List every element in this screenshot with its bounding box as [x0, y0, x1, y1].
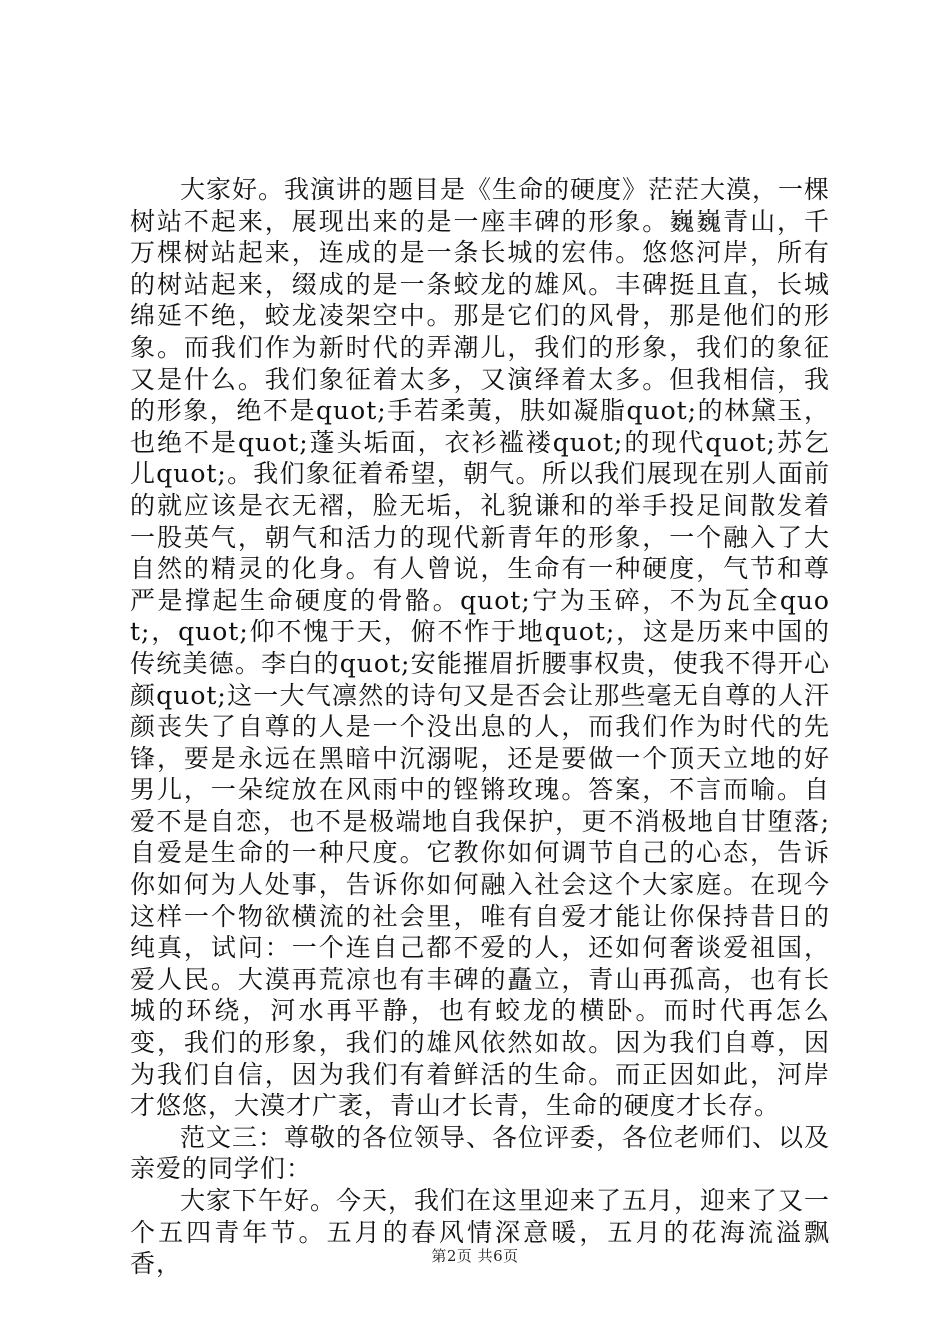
- page-number-footer: 第2页 共6页: [431, 1247, 519, 1265]
- paragraph-sample-three-heading: 范文三：尊敬的各位领导、各位评委，各位老师们、以及亲爱的同学们：: [130, 1122, 831, 1184]
- body-text: [130, 174, 830, 1280]
- paragraph-greeting: 大家下午好。今天，我们在这里迎来了五月，迎来了又一个五四青年节。五月的春风情深意暖，五月的花海流溢飘香，: [130, 1186, 831, 1279]
- paragraph-speech: 大家好。我演讲的题目是《生命的硬度》茫茫大漠，一棵树站不起来，展现出来的是一座丰碑的形象。巍巍青山，千万棵树站起来，连成的是一条长城的宏伟。悠悠河岸，所有的树站起来，缀成的是一条蛟龙的雄风。丰碑挺且直，长城绵延不绝，蛟龙凌架空中。那是它们的风骨，那是他们的形象。而我们作为新时代的弄潮儿，我们的形象，我们的象征又是什么。我们象征着太多，又演绎着太多。但我相信，我的形象，绝不是quot;手若柔荑，肤如凝脂quot;的林黛玉，也绝不是quot;蓬头垢面，衣衫褴褛quot;的现代quot;苏乞儿quot;。我们象征着希望，朝气。所以我们展现在别人面前的就应该是衣无褶，脸无垢，礼貌谦和的举手投足间散发着一股英气，朝气和活力的现代新青年的形象，一个融入了大自然的精灵的化身。有人曾说，生命有一种硬度，气节和尊严是撑起生命硬度的骨骼。quot;宁为玉碎，不为瓦全quot;，quot;仰不愧于天，俯不怍于地quot;，这是历来中国的传统美德。李白的quot;安能摧眉折腰事权贵，使我不得开心颜quot;这一大气凛然的诗句又是否会让那些毫无自尊的人汗颜丧失了自尊的人是一个没出息的人，而我们作为时代的先锋，要是永远在黑暗中沉溺呢，还是要做一个顶天立地的好男儿，一朵绽放在风雨中的铿锵玫瑰。答案，不言而喻。自爱不是自恋，也不是极端地自我保护，更不消极地自甘堕落;自爱是生命的一种尺度。它教你如何调节自己的心态，告诉你如何为人处事，告诉你如何融入社会这个大家庭。在现今这样一个物欲横流的社会里，唯有自爱才能让你保持昔日的纯真，试问：一个连自己都不爱的人，还如何奢谈爱祖国，爱人民。大漠再荒凉也有丰碑的矗立，青山再孤高，也有长城的环绕，河水再平静，也有蛟龙的横卧。而时代再怎么变，我们的形象，我们的雄风依然如故。因为我们自尊，因为我们自信，因为我们有着鲜活的生命。而正因如此，河岸才悠悠，大漠才广袤，青山才长青，生命的硬度才长存。: [130, 175, 831, 1121]
